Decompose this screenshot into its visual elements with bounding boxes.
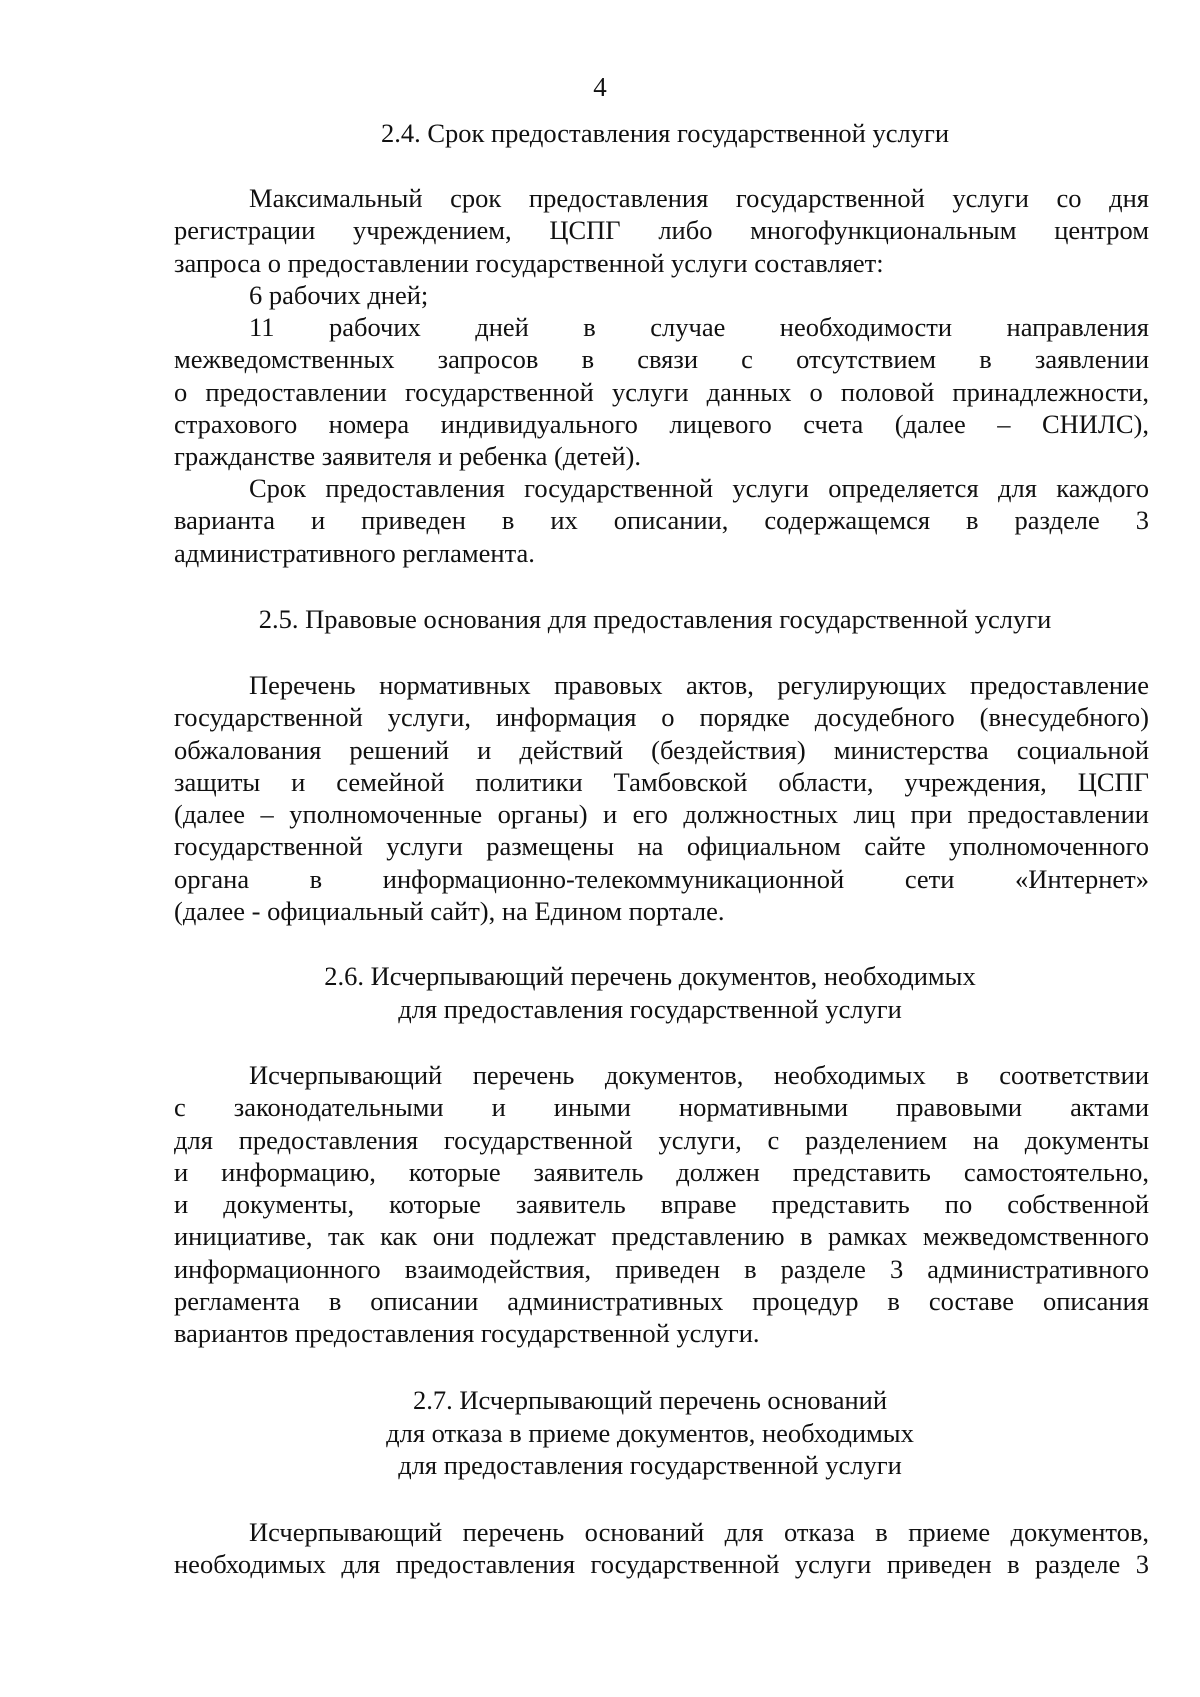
paragraph-line: государственной услуги размещены на официальном сайте уполномоченного <box>174 831 1149 862</box>
section-2-6-heading <box>0 960 1200 1025</box>
paragraph-line: необходимых для предоставления государственной услуги приведен в разделе 3 <box>174 1549 1149 1580</box>
paragraph-line: о предоставлении государственной услуги данных о половой принадлежности, <box>174 376 1149 407</box>
paragraph-line: гражданстве заявителя и ребенка (детей). <box>174 441 641 472</box>
paragraph-line: инициативе, так как они подлежат представлению в рамках межведомственного <box>174 1221 1149 1252</box>
paragraph-line: защиты и семейной политики Тамбовской области, учреждения, ЦСПГ <box>174 766 1149 797</box>
section-2-6-paragraph-1 <box>174 1059 1149 1350</box>
section-2-4-paragraph-4 <box>174 472 1149 569</box>
section-2-4-paragraph-2 <box>174 279 1149 311</box>
paragraph-line: Перечень нормативных правовых актов, регулирующих предоставление <box>249 670 1149 700</box>
paragraph-line: (далее - официальный сайт), на Едином портале. <box>174 896 725 927</box>
section-2-5-heading <box>0 603 1200 636</box>
section-2-4-paragraph-1 <box>174 182 1149 279</box>
heading-line: 2.4. Срок предоставления государственной услуги <box>380 118 950 148</box>
paragraph-line: и информацию, которые заявитель должен представить самостоятельно, <box>174 1156 1149 1187</box>
paragraph-line: Исчерпывающий перечень документов, необходимых в соответствии <box>249 1060 1149 1090</box>
paragraph-line: 11 рабочих дней в случае необходимости направления <box>249 312 1149 342</box>
section-2-4-heading <box>0 117 1200 150</box>
paragraph-line: страхового номера индивидуального лицевого счета (далее – СНИЛС), <box>174 408 1149 439</box>
heading-line: для отказа в приеме документов, необходимых <box>386 1417 914 1448</box>
section-2-7-heading <box>0 1384 1200 1482</box>
paragraph-line: Максимальный срок предоставления государственной услуги со дня <box>249 183 1149 213</box>
paragraph-line: (далее – уполномоченные органы) и его должностных лиц при предоставлении <box>174 799 1149 830</box>
paragraph-line: обжалования решений и действий (бездействия) министерства социальной <box>174 734 1149 765</box>
paragraph-line: запроса о предоставлении государственной услуги составляет: <box>174 247 884 278</box>
paragraph-line: варианта и приведен в их описании, содержащемся в разделе 3 <box>174 505 1149 536</box>
paragraph-line: Исчерпывающий перечень оснований для отказа в приеме документов, <box>249 1517 1149 1547</box>
paragraph-line: вариантов предоставления государственной услуги. <box>174 1318 760 1349</box>
heading-line: 2.5. Правовые основания для предоставления государственной услуги <box>258 604 1052 634</box>
paragraph-line: 6 рабочих дней; <box>249 280 429 310</box>
section-2-7-paragraph-1 <box>174 1516 1149 1581</box>
paragraph-line: и документы, которые заявитель вправе представить по собственной <box>174 1189 1149 1220</box>
heading-line: для предоставления государственной услуги <box>398 1450 902 1480</box>
heading-line: для предоставления государственной услуги <box>398 993 902 1024</box>
heading-line: 2.6. Исчерпывающий перечень документов, необходимых <box>324 961 976 991</box>
heading-line: 2.7. Исчерпывающий перечень оснований <box>412 1385 888 1415</box>
paragraph-line: Срок предоставления государственной услуги определяется для каждого <box>249 473 1149 503</box>
paragraph-line: органа в информационно-телекоммуникационной сети «Интернет» <box>174 863 1149 894</box>
paragraph-line: информационного взаимодействия, приведен в разделе 3 административного <box>174 1253 1149 1284</box>
section-2-4-paragraph-3 <box>174 311 1149 472</box>
paragraph-line: для предоставления государственной услуги, с разделением на документы <box>174 1124 1149 1155</box>
paragraph-line: регистрации учреждением, ЦСПГ либо многофункциональным центром <box>174 215 1149 246</box>
page-number: 4 <box>593 72 607 102</box>
paragraph-line: межведомственных запросов в связи с отсутствием в заявлении <box>174 344 1149 375</box>
paragraph-line: регламента в описании административных процедур в составе описания <box>174 1286 1149 1317</box>
section-2-5-paragraph-1 <box>174 669 1149 927</box>
paragraph-line: с законодательными и иными нормативными правовыми актами <box>174 1092 1149 1123</box>
paragraph-line: государственной услуги, информация о порядке досудебного (внесудебного) <box>174 702 1149 733</box>
paragraph-line: административного регламента. <box>174 537 535 568</box>
